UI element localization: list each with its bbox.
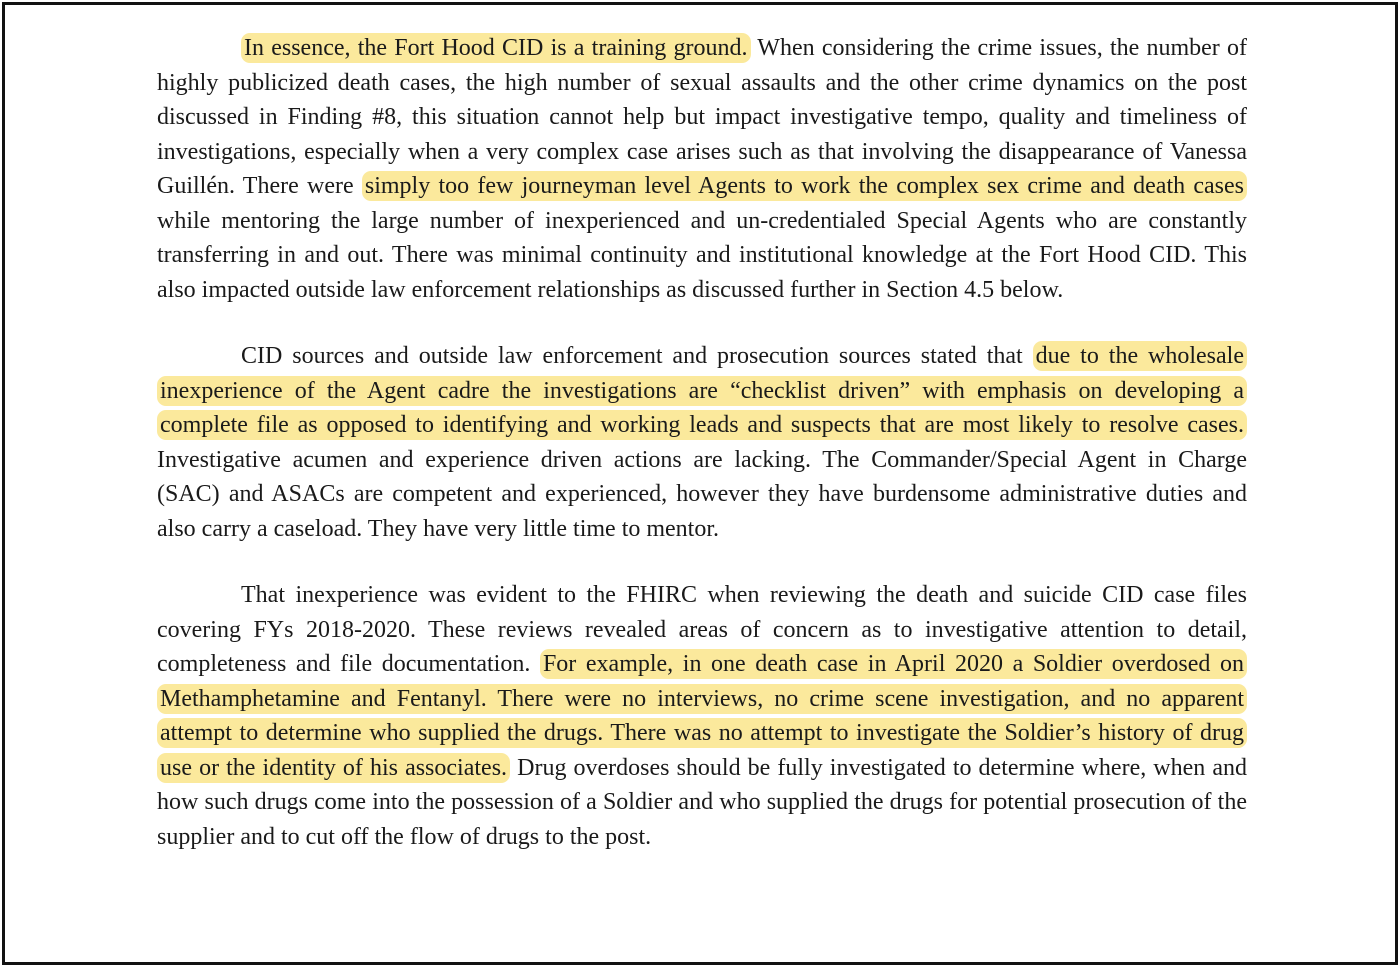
highlighted-text: For example, in one death case in April 2020 a Soldier overdosed on Methamphetamine and Fentanyl. There were no interviews, no crime scene investigation, and no apparent attempt to determine who supplied the drugs. There was no attempt to investigate the Soldier’s history of drug use or the identity of his associates. xyxy=(157,649,1247,783)
paragraph-3 xyxy=(157,578,1247,854)
body-text: When considering the crime issues, the number of highly publicized death cases, the high number of sexual assaults and the other crime dynamics on the post discussed in Finding #8, this situation cannot help but impact investigative tempo, quality and timeliness of investigations, especially when a very complex case arises such as that involving the disappearance of Vanessa Guillén. There were xyxy=(157,35,1247,199)
highlighted-text: due to the wholesale inexperience of the Agent cadre the investigations are “checklist driven” with emphasis on developing a complete file as opposed to identifying and working leads and suspects that are most likely to resolve cases. xyxy=(157,341,1247,440)
paragraph-2 xyxy=(157,339,1247,546)
body-text: Drug overdoses should be fully investigated to determine where, when and how such drugs come into the possession of a Soldier and who supplied the drugs for potential prosecution of the supplier and to cut off the flow of drugs to the post. xyxy=(157,754,1248,850)
body-text: while mentoring the large number of inexperienced and un-credentialed Special Agents who are constantly transferring in and out. There was minimal continuity and institutional knowledge at the Fort Hood CID. This also impacted outside law enforcement relationships as discussed further in Section 4.5 below. xyxy=(157,207,1247,303)
paragraph-1 xyxy=(157,31,1247,307)
document-body xyxy=(157,31,1247,854)
highlighted-text: In essence, the Fort Hood CID is a training ground. xyxy=(241,33,751,63)
body-text: Investigative acumen and experience driven actions are lacking. The Commander/Special Agent in Charge (SAC) and ASACs are competent and experienced, however they have burdensome administrative duties and also carry a caseload. They have very little time to mentor. xyxy=(157,446,1247,542)
highlighted-text: simply too few journeyman level Agents to work the complex sex crime and death cases xyxy=(362,171,1247,201)
document-frame xyxy=(2,2,1398,965)
body-text: That inexperience was evident to the FHIRC when reviewing the death and suicide CID case files covering FYs 2018-2020. These reviews revealed areas of concern as to investigative attention to detail, completeness and file documentation. xyxy=(157,582,1247,677)
body-text: CID sources and outside law enforcement and prosecution sources stated that xyxy=(241,343,1033,369)
